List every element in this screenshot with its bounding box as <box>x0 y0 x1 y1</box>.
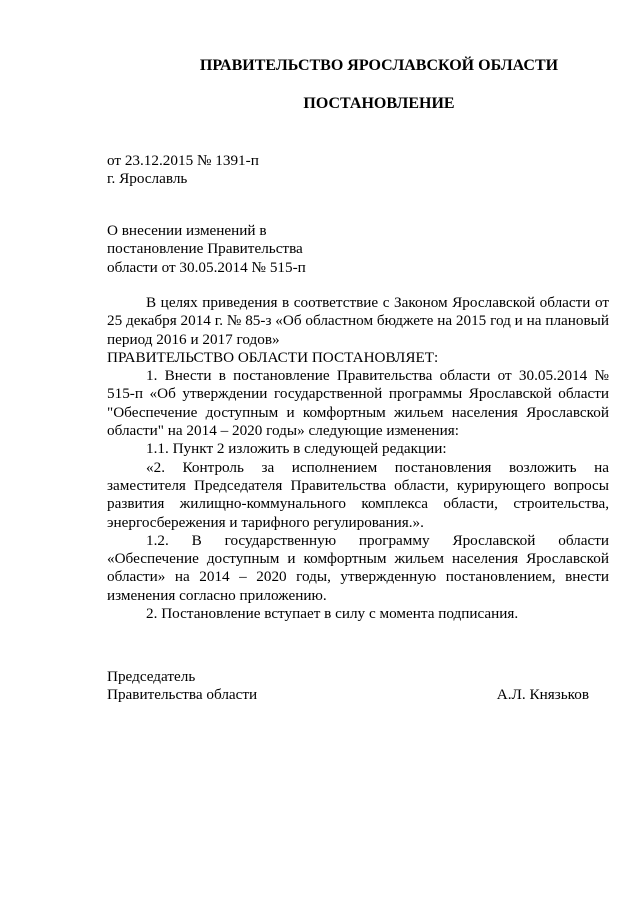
signatory-position-line2: Правительства области <box>107 686 258 704</box>
subject-line: постановление Правительства <box>107 240 303 258</box>
item-1-1: 1.1. Пункт 2 изложить в следующей редакции: <box>146 440 447 458</box>
signature-block <box>107 668 589 705</box>
signature-row <box>107 686 589 704</box>
item-1-1-quote: «2. Контроль за исполнением постановления возложить на заместителя Председателя Правительства области, курирующего вопросы развития жилищно-коммунального комплекса области, строительства, энергосбережения и тарифного регулирования.». <box>107 458 609 531</box>
item-1-2: 1.2. В государственную программу Ярославской области «Обеспечение доступным и комфортным жильем населения Ярославской области» на 2014 – 2020 годы, утвержденную постановлением, внести изменения согласно приложению. <box>107 531 609 604</box>
document-body <box>107 294 609 623</box>
preamble: В целях приведения в соответствие с Законом Ярославской области от 25 декабря 2014 г. № 85-з «Об областном бюджете на 2015 год и на плановый период 2016 и 2017 годов» <box>107 294 609 348</box>
document-subject <box>107 222 306 277</box>
item-2: 2. Постановление вступает в силу с момента подписания. <box>146 605 519 623</box>
document-type-title: ПОСТАНОВЛЕНИЕ <box>303 95 455 112</box>
signatory-name: А.Л. Князьков <box>496 686 589 704</box>
resolves-statement: ПРАВИТЕЛЬСТВО ОБЛАСТИ ПОСТАНОВЛЯЕТ: <box>107 348 439 366</box>
city: г. Ярославль <box>107 170 188 188</box>
date-number: от 23.12.2015 № 1391-п <box>107 152 259 169</box>
subject-line: области от 30.05.2014 № 515-п <box>107 258 306 276</box>
document-meta <box>107 152 259 189</box>
subject-line: О внесении изменений в <box>107 222 267 239</box>
item-1: 1. Внести в постановление Правительства области от 30.05.2014 № 515-п «Об утверждении государственной программы Ярославской области "Обеспечение доступным и комфортным жильем населения Ярославской области" на 2014 – 2020 годы» следующие изменения: <box>107 367 609 440</box>
organization-title: ПРАВИТЕЛЬСТВО ЯРОСЛАВСКОЙ ОБЛАСТИ <box>199 57 559 74</box>
signatory-position-line1: Председатель <box>107 668 196 685</box>
